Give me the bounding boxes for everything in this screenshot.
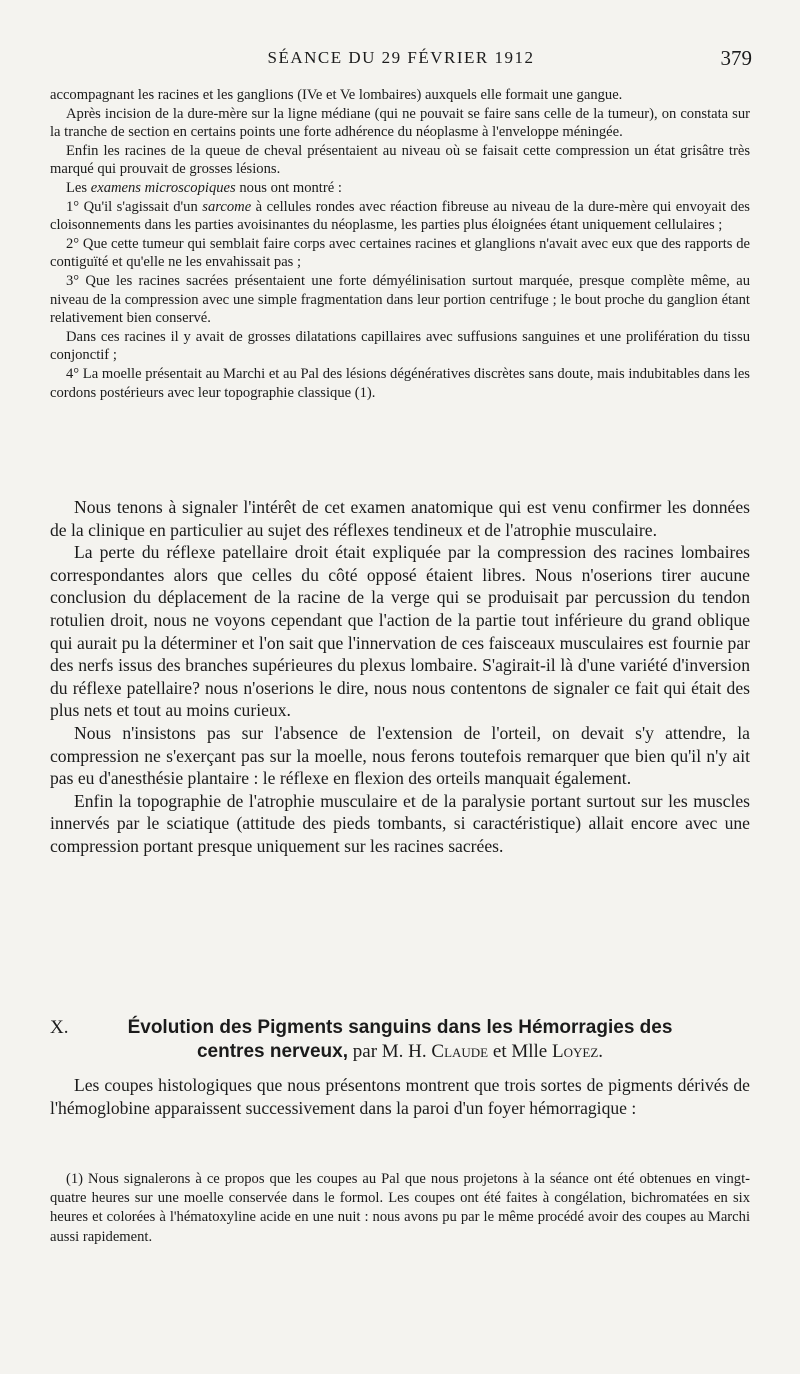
text-run: à cellules rondes avec réaction fibreuse au niveau de la dure-mère qui envoyait des cloisonnements dans les parties avoisinantes du néoplasme, les parties plus éloignées étant uniquement cellulaires ; xyxy=(50,198,750,234)
section-title-continued: centres nerveux, xyxy=(196,1041,349,1062)
section-body xyxy=(50,1074,750,1119)
authors-prefix: par M. H. xyxy=(348,1041,432,1062)
main-text-block xyxy=(50,496,750,858)
paragraph: 2° Que cette tumeur qui semblait faire corps avec certaines racines et glanglions n'avait avec eux que des rapports de contiguïté et qu'elle ne les envahissait pas ; xyxy=(50,235,750,271)
section-number: X. xyxy=(50,1017,69,1038)
authors-mid: et Mlle xyxy=(488,1041,552,1062)
page-header xyxy=(50,44,752,72)
small-text-block xyxy=(50,86,750,402)
text-run: 1° Qu'il s'agissait d'un xyxy=(66,198,203,215)
section-heading xyxy=(50,1016,750,1064)
paragraph: Les coupes histologiques que nous présentons montrent que trois sortes de pigments dérivés de l'hémoglobine apparaissent successivement dans la paroi d'un foyer hémorragique : xyxy=(50,1075,750,1118)
running-head: SÉANCE DU 29 FÉVRIER 1912 xyxy=(267,48,535,67)
paragraph: accompagnant les racines et les ganglions (IVe et Ve lombaires) auxquels elle formait une gangue. xyxy=(50,87,623,103)
paragraph: Nous tenons à signaler l'intérêt de cet examen anatomique qui est venu confirmer les données de la clinique en particulier au sujet des réflexes tendineux et de l'atrophie musculaire. xyxy=(50,497,750,540)
author-name: Loyez xyxy=(552,1041,599,1062)
paragraph: Enfin la topographie de l'atrophie musculaire et de la paralysie portant surtout sur les muscles innervés par le sciatique (attitude des pieds tombants, si caractéristique) allait encore avec une compression portant presque uniquement sur les racines sacrées. xyxy=(50,790,750,856)
paragraph: La perte du réflexe patellaire droit était expliquée par la compression des racines lombaires correspondantes alors que celles du côté opposé étaient libres. Nous n'oserions tirer aucune conclusion du déplacement de la racine de la verge qui se produisait par percussion du tendon rotulien droit, nous ne voyons cependant que l'action de la partie tout inférieure du grand oblique qui aurait pu la déterminer et l'on sait que l'innervation de ces faisceaux musculaires est fournie par des nerfs issus des branches supérieures du plexus lombaire. S'agirait-il là d'une variété d'inversion du réflexe patellaire? nous n'oserions le dire, nous nous contentons de signaler ce fait qui était des plus nets et tout au moins curieux. xyxy=(50,542,750,721)
section-title-line-1 xyxy=(50,1016,750,1040)
italic-term: examens microscopiques xyxy=(90,179,236,196)
footnote xyxy=(50,1170,750,1247)
section-title: Évolution des Pigments sanguins dans les Hémorragies des xyxy=(127,1017,673,1038)
paragraph: Enfin les racines de la queue de cheval présentaient au niveau où se faisait cette compression un état grisâtre très marqué qui prouvait de grosses lésions. xyxy=(50,142,750,178)
text-run: Les xyxy=(66,179,91,196)
author-name: Claude xyxy=(431,1041,489,1062)
authors-suffix: . xyxy=(598,1041,604,1062)
paragraph: Après incision de la dure-mère sur la ligne médiane (qui ne pouvait se faire sans celle de la tumeur), on constata sur la tranche de section en certains points une forte adhérence du néoplasme à l'enveloppe méningée. xyxy=(50,105,750,141)
footnote-text: (1) Nous signalerons à ce propos que les coupes au Pal que nous projetons à la séance ont été obtenues en vingt-quatre heures sur une moelle conservée dans le formol. Les coupes ont été faites à congélation, bichromatées en six heures et colorées à l'hématoxyline acide en une nuit : nous avons pu par le même procédé avoir des coupes au Marchi aussi rapidement. xyxy=(50,1171,750,1245)
paragraph: Nous n'insistons pas sur l'absence de l'extension de l'orteil, on devait s'y attendre, la compression ne s'exerçant pas sur la moelle, nous ferons toutefois remarquer que bien qu'il n'y ait pas eu d'anesthésie plantaire : le réflexe en flexion des orteils manquait également. xyxy=(50,722,750,789)
paragraph xyxy=(50,198,750,235)
paragraph: 3° Que les racines sacrées présentaient une forte démyélinisation surtout marquée, presque complète même, au niveau de la compression avec une simple fragmentation dans leur portion centrifuge ; le bout proche du ganglion étant relativement bien conservé. xyxy=(50,272,750,327)
paragraph: 4° La moelle présentait au Marchi et au Pal des lésions dégénératives discrètes sans doute, mais indubitables dans les cordons postérieurs avec leur topographie classique (1). xyxy=(50,365,750,401)
section-title-line-2 xyxy=(50,1040,750,1064)
italic-term: sarcome xyxy=(202,198,252,215)
text-run: nous ont montré : xyxy=(235,179,342,196)
paragraph: Dans ces racines il y avait de grosses dilatations capillaires avec suffusions sanguines et une prolifération du tissu conjonctif ; xyxy=(50,328,750,364)
paragraph xyxy=(50,179,750,198)
page-number: 379 xyxy=(720,46,752,70)
